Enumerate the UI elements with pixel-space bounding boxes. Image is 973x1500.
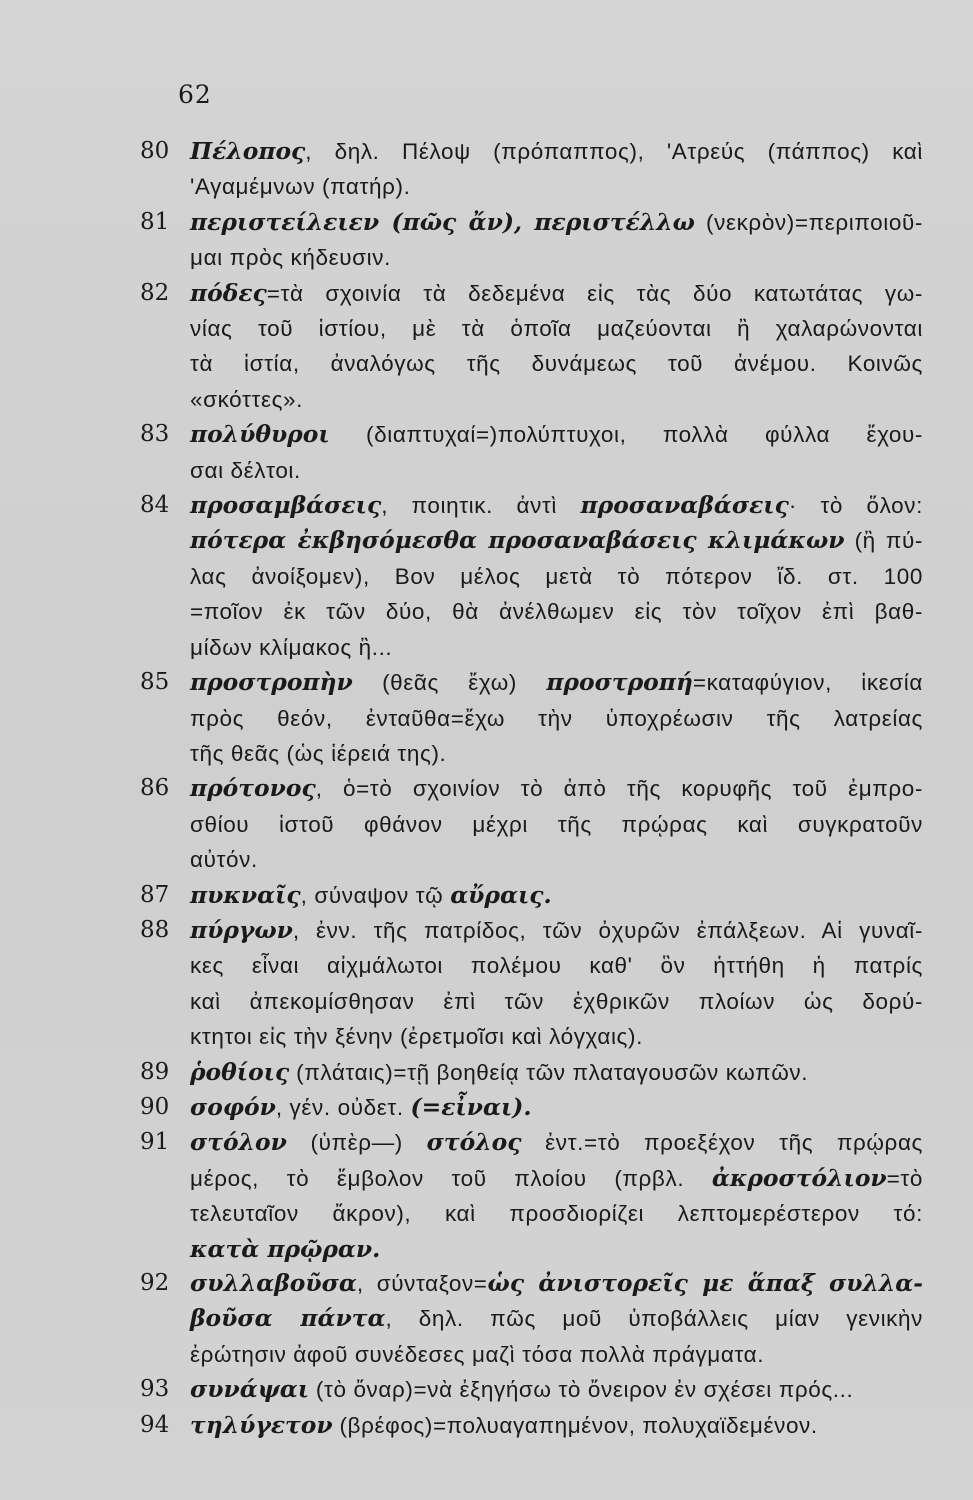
lemma-text: πολύθυροι [190, 420, 330, 449]
note-88 [0, 913, 973, 1055]
note-line [190, 453, 923, 488]
gloss-text: σαι δέλτοι. [190, 457, 301, 483]
note-line [190, 1090, 923, 1125]
gloss-text: καὶ ἀπεκομίσθησαν ἐπὶ τῶν ἐχθρικῶν πλοίων ὡς δορύ- [190, 988, 923, 1014]
lemma-text: συλλαβοῦσα [190, 1269, 357, 1297]
gloss-text: , σύναψον τῷ [300, 882, 451, 908]
note-line [190, 559, 923, 594]
note-87 [0, 878, 973, 913]
lemma-text: πυκναῖς [190, 880, 301, 909]
lemma-text: ῥοθίοις [190, 1057, 290, 1086]
note-line [190, 1232, 923, 1266]
gloss-text: νίας τοῦ ἱστίου, μὲ τὰ ὁποῖα μαζεύονται ἢ χαλαρώνονται [190, 316, 923, 342]
note-90 [0, 1090, 973, 1125]
note-number: 91 [140, 1129, 170, 1156]
note-line [190, 523, 923, 558]
gloss-text: τὰ ἱστία, ἀναλόγως τῆς δυνάμεως τοῦ ἀνέμου. Κοινῶς [190, 351, 923, 377]
note-number: 84 [140, 492, 170, 519]
note-number: 85 [140, 669, 170, 696]
note-line [190, 878, 923, 913]
note-line [190, 382, 923, 417]
lemma-text: στόλος [426, 1128, 522, 1157]
gloss-text: (πλάταις)=τῇ βοηθείᾳ τῶν πλαταγουσῶν κωπῶν. [289, 1059, 809, 1085]
gloss-text: , γέν. οὐδετ. [275, 1094, 411, 1120]
gloss-text: κες εἶναι αἰχμάλωτοι πολέμου καθ' ὃν ἡττήθη ἡ πατρίς [190, 953, 923, 979]
gloss-text: (νεκρὸν)=περιποιοῦ- [694, 209, 923, 235]
note-line [190, 346, 923, 381]
lemma-text: πόδες [190, 278, 267, 307]
lemma-text: συνάψαι [190, 1375, 310, 1404]
note-number: 90 [140, 1093, 170, 1120]
gloss-text: ἐντ.=τὸ προεξέχον τῆς πρῴρας [521, 1130, 924, 1156]
gloss-text: σθίου ἱστοῦ φθάνον μέχρι τῆς πρῴρας καὶ συγκρατοῦν [190, 811, 923, 837]
gloss-text: =τὸ [886, 1165, 923, 1191]
lemma-text: προστροπή [546, 668, 693, 697]
note-line [190, 913, 923, 948]
note-number: 82 [140, 279, 170, 306]
lemma-text: πύργων [190, 915, 293, 944]
note-line [190, 1408, 923, 1443]
note-91 [0, 1125, 973, 1266]
commentary-notes [0, 134, 973, 1443]
note-line [190, 842, 923, 877]
gloss-text: , ποιητικ. ἀντὶ [381, 493, 581, 519]
note-line [190, 1196, 923, 1231]
note-line [190, 276, 923, 311]
gloss-text: μαι πρὸς κήδευσιν. [190, 245, 391, 271]
note-80 [0, 134, 973, 205]
note-84 [0, 488, 973, 665]
note-number: 87 [140, 881, 170, 908]
gloss-text: τελευταῖον ἄκρον), καὶ προσδιορίζει λεπτομερέστερον τό: [190, 1201, 923, 1227]
lemma-text: ἀκροστόλιον [711, 1163, 887, 1192]
note-82 [0, 276, 973, 418]
gloss-text: =ποῖον ἐκ τῶν δύο, θὰ ἀνέλθωμεν εἰς τὸν τοῖχον ἐπὶ βαθ- [190, 599, 923, 625]
gloss-text: (ἢ πύ- [844, 528, 923, 554]
page-number: 62 [178, 80, 212, 109]
gloss-text: , σύνταξον= [356, 1271, 488, 1296]
lemma-text: πρότονος [190, 774, 316, 803]
note-line [190, 1337, 923, 1372]
note-line [190, 665, 923, 700]
gloss-text: (τὸ ὄναρ)=νὰ ἐξηγήσω τὸ ὄνειρον ἐν σχέσει πρός... [309, 1377, 854, 1403]
lemma-text: ὡς ἀνιστορεῖς με ἅπαξ συλλα- [487, 1269, 924, 1297]
note-line [190, 205, 923, 240]
note-line [190, 1301, 923, 1336]
note-line [190, 948, 923, 983]
lemma-text: στόλον [190, 1128, 287, 1157]
note-number: 81 [140, 208, 170, 235]
gloss-text: (ὑπὲρ—) [286, 1130, 427, 1156]
note-line [190, 1019, 923, 1054]
note-number: 88 [140, 916, 170, 943]
gloss-text: μέρος, τὸ ἔμβολον τοῦ πλοίου (πρβλ. [190, 1165, 712, 1191]
lemma-text: προστροπὴν [190, 668, 353, 697]
gloss-text: =τὰ σχοινία τὰ δεδεμένα εἰς τὰς δύο κατωτάτας γω- [266, 280, 923, 306]
note-number: 86 [140, 775, 170, 802]
note-line [190, 1266, 923, 1301]
lemma-text: προσαναβάσεις [580, 491, 789, 520]
lemma-text: (=εἶναι). [410, 1092, 532, 1121]
gloss-text: πρὸς θεόν, ἐνταῦθα=ἔχω τὴν ὑποχρέωσιν τῆς λατρείας [190, 705, 923, 731]
gloss-text: , δηλ. πῶς μοῦ ὑποβάλλεις μίαν γενικὴν [385, 1306, 923, 1332]
gloss-text: (διαπτυχαί=)πολύπτυχοι, πολλὰ φύλλα ἔχου- [329, 422, 923, 448]
note-86 [0, 771, 973, 877]
note-number: 89 [140, 1058, 170, 1085]
note-line [190, 1161, 923, 1196]
lemma-text: σοφόν [190, 1092, 276, 1121]
note-number: 94 [140, 1411, 170, 1438]
gloss-text: =καταφύγιον, ἱκεσία [692, 670, 924, 696]
note-line [190, 701, 923, 736]
gloss-text: , ὁ=τὸ σχοινίον τὸ ἀπὸ τῆς κορυφῆς τοῦ ἐμπρο- [315, 776, 923, 802]
note-94 [0, 1408, 973, 1443]
gloss-text: «σκόττες». [190, 386, 303, 412]
note-92 [0, 1266, 973, 1372]
note-line [190, 630, 923, 665]
note-85 [0, 665, 973, 771]
note-line [190, 1372, 923, 1407]
lemma-text: τηλύγετον [190, 1410, 333, 1439]
lemma-text: περιστείλειεν (πῶς ἄν), περιστέλλω [190, 207, 695, 236]
gloss-text: ἐρώτησιν ἀφοῦ συνέδεσες μαζὶ τόσα πολλὰ πράγματα. [190, 1341, 765, 1367]
gloss-text: 'Αγαμέμνων (πατήρ). [190, 174, 411, 200]
gloss-text: , ἐνν. τῆς πατρίδος, τῶν ὀχυρῶν ἐπάλξεων. Αἱ γυναῖ- [292, 917, 923, 943]
note-line [190, 169, 923, 204]
gloss-text: λας ἀνοίξομεν), Βον μέλος μετὰ τὸ πότερον ἴδ. στ. 100 [190, 563, 923, 589]
note-line [190, 311, 923, 346]
gloss-text: (βρέφος)=πολυαγαπημένον, πολυχαϊδεμένον. [332, 1412, 818, 1438]
note-number: 80 [140, 138, 170, 164]
gloss-text: , δηλ. Πέλοψ (πρόπαππος), 'Ατρεύς (πάππος) καὶ [305, 139, 923, 164]
note-line [190, 807, 923, 842]
note-line [190, 736, 923, 771]
note-line [190, 417, 923, 452]
note-line [190, 240, 923, 275]
lemma-text: Πέλοπος [190, 137, 306, 165]
note-line [190, 1055, 923, 1090]
lemma-text: προσαμβάσεις [190, 491, 382, 520]
lemma-text: κατὰ πρῷραν. [190, 1234, 381, 1263]
note-line [190, 134, 923, 169]
note-line [190, 488, 923, 523]
gloss-text: αὐτόν. [190, 847, 258, 873]
note-line [190, 984, 923, 1019]
lemma-text: πότερα ἐκβησόμεσθα προσαναβάσεις κλιμάκων [190, 526, 845, 555]
gloss-text: μίδων κλίμακος ἢ... [190, 634, 393, 660]
note-line [190, 594, 923, 629]
note-line [190, 771, 923, 806]
gloss-text: τῆς θεᾶς (ὡς ἱέρειά της). [190, 740, 447, 766]
note-number: 83 [140, 421, 170, 448]
gloss-text: (θεᾶς ἔχω) [352, 670, 547, 696]
note-number: 92 [140, 1270, 170, 1296]
lemma-text: βοῦσα πάντα [190, 1304, 386, 1333]
note-93 [0, 1372, 973, 1407]
note-89 [0, 1055, 973, 1090]
lemma-text: αὔραις. [450, 880, 552, 909]
gloss-text: κτητοι εἰς τὴν ξένην (ἐρετμοῖσι καὶ λόγχαις). [190, 1024, 643, 1050]
note-line [190, 1125, 923, 1160]
note-83 [0, 417, 973, 488]
gloss-text: · τὸ ὅλον: [788, 493, 923, 519]
note-number: 93 [140, 1376, 170, 1403]
note-81 [0, 205, 973, 276]
